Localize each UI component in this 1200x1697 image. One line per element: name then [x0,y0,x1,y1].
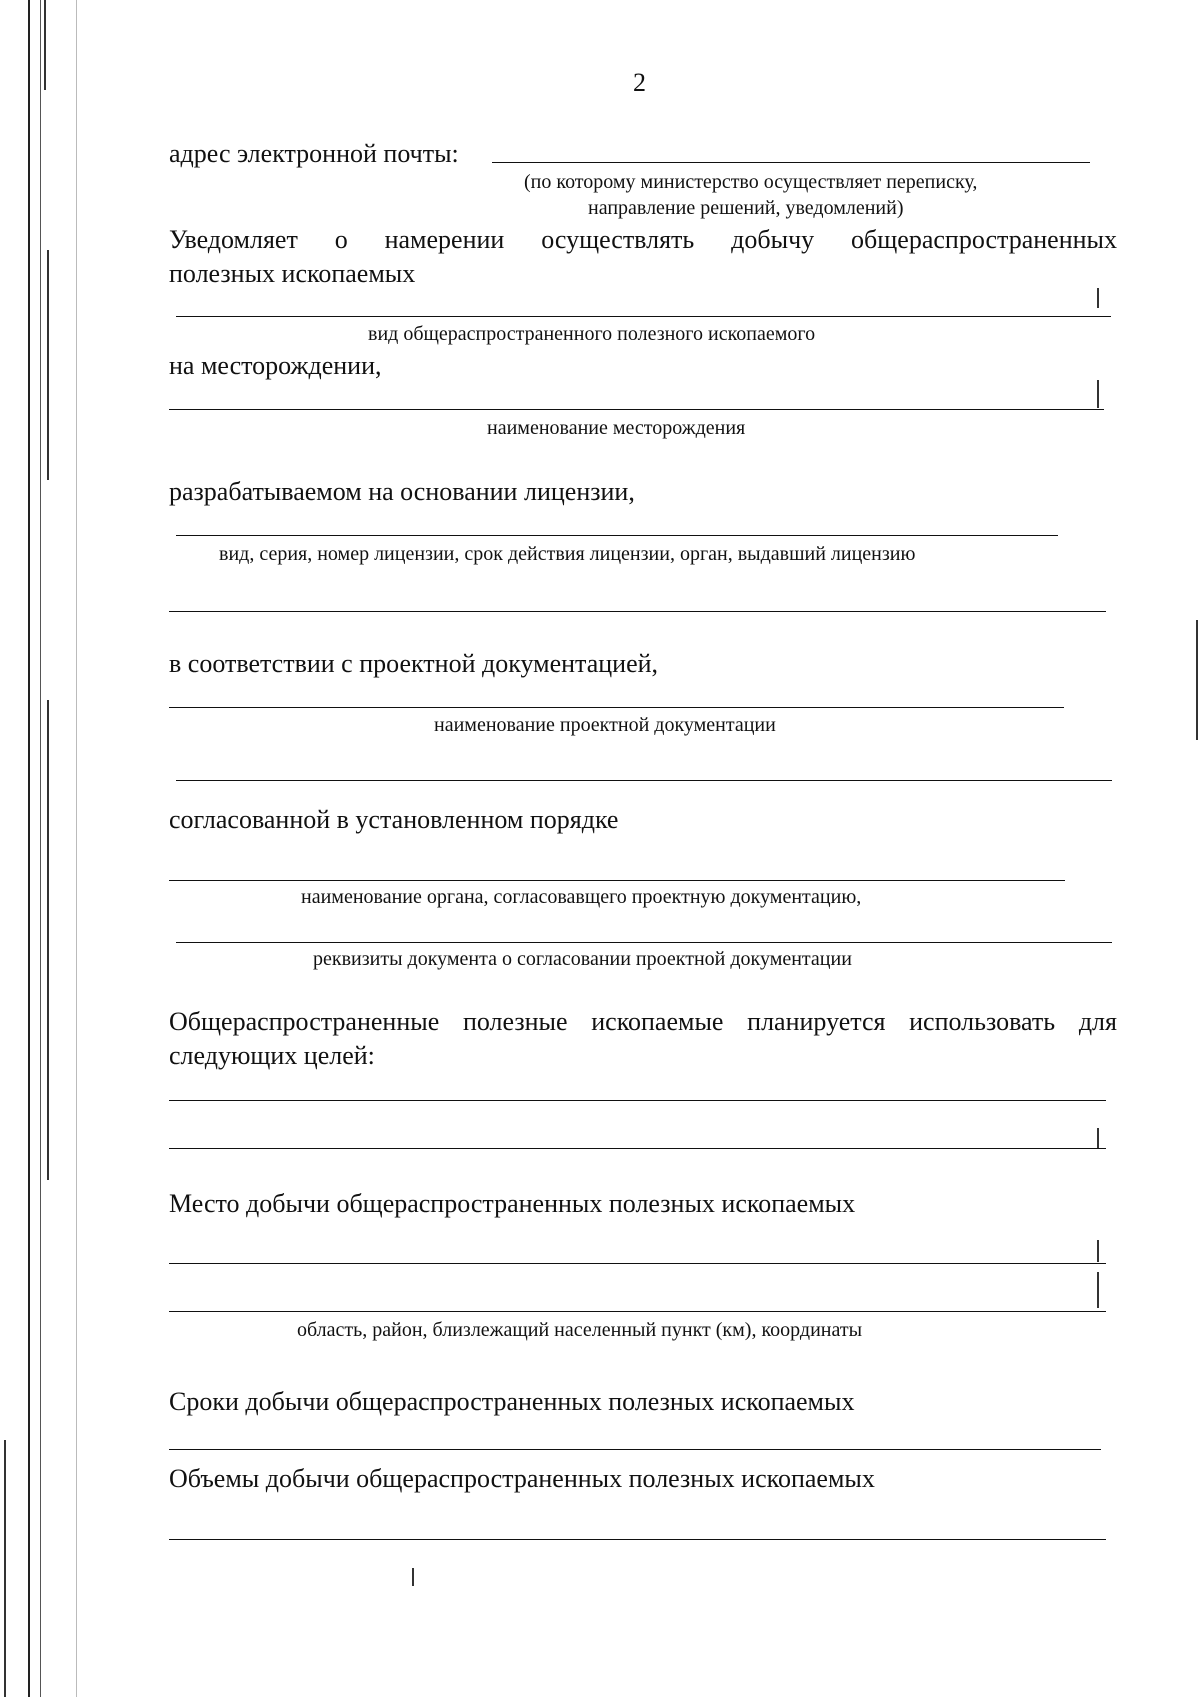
scan-edge-fragment [47,250,49,480]
approval-document-caption: реквизиты документа о согласовании проектной документации [313,948,852,970]
page-number: 2 [633,68,646,97]
scan-speck [1097,380,1099,408]
approval-label: согласованной в установленном порядке [169,805,619,834]
project-fill-line-2 [176,780,1112,781]
deposit-fill-line [169,409,1104,410]
notice-line2: полезных ископаемых [169,259,416,288]
purpose-fill-line-2 [169,1148,1106,1149]
scan-speck [1097,1128,1099,1148]
page-margin-line [76,0,77,1697]
scan-edge-fragment [1196,620,1198,740]
scan-speck [1097,288,1099,308]
project-label: в соответствии с проектной документацией, [169,649,659,678]
notice-line1: Уведомляет о намерении осуществлять добычу общераспространенных [169,225,1117,254]
email-label: адрес электронной почты: [169,139,459,168]
scan-speck [1097,1272,1099,1308]
mineral-type-caption: вид общераспространенного полезного ископаемого [368,323,816,345]
terms-fill-line [169,1449,1101,1450]
approval-authority-caption: наименование органа, согласовавщего проектную документацию, [301,886,862,908]
location-fill-line-1 [169,1263,1106,1264]
scan-edge-fragment [47,700,49,1180]
license-fill-line-2 [169,611,1106,612]
project-caption: наименование проектной документации [434,714,776,736]
email-fill-line [492,162,1090,163]
license-fill-line [176,535,1058,536]
email-caption-line2: направление решений, уведомлений) [588,197,904,219]
purpose-fill-line-1 [169,1100,1106,1101]
scan-edge-line [28,0,30,1697]
license-label: разрабатываемом на основании лицензии, [169,477,635,506]
email-caption-line1: (по которому министерство осуществляет переписку, [524,171,978,193]
purpose-line2: следующих целей: [169,1041,375,1070]
volumes-label: Объемы добычи общераспространенных полезных ископаемых [169,1464,875,1493]
location-label: Место добычи общераспространенных полезных ископаемых [169,1189,856,1218]
terms-label: Сроки добычи общераспространенных полезных ископаемых [169,1387,855,1416]
license-caption: вид, серия, номер лицензии, срок действия лицензии, орган, выдавший лицензию [219,543,916,565]
location-caption: область, район, близлежащий населенный пункт (км), координаты [297,1319,863,1341]
scan-speck [1097,1240,1099,1262]
scan-speck [412,1568,414,1586]
approval-authority-fill-line [169,880,1065,881]
deposit-label: на месторождении, [169,351,382,380]
approval-document-fill-line [176,942,1112,943]
scan-edge-fragment [4,1440,6,1697]
scan-edge-fragment [44,0,46,90]
deposit-caption: наименование месторождения [487,417,746,439]
project-fill-line [169,707,1064,708]
location-fill-line-2 [169,1311,1106,1312]
volumes-fill-line [169,1539,1106,1540]
scan-edge-line [40,0,41,1697]
mineral-type-fill-line [176,316,1111,317]
purpose-line1: Общераспространенные полезные ископаемые планируется использовать для [169,1007,1117,1036]
